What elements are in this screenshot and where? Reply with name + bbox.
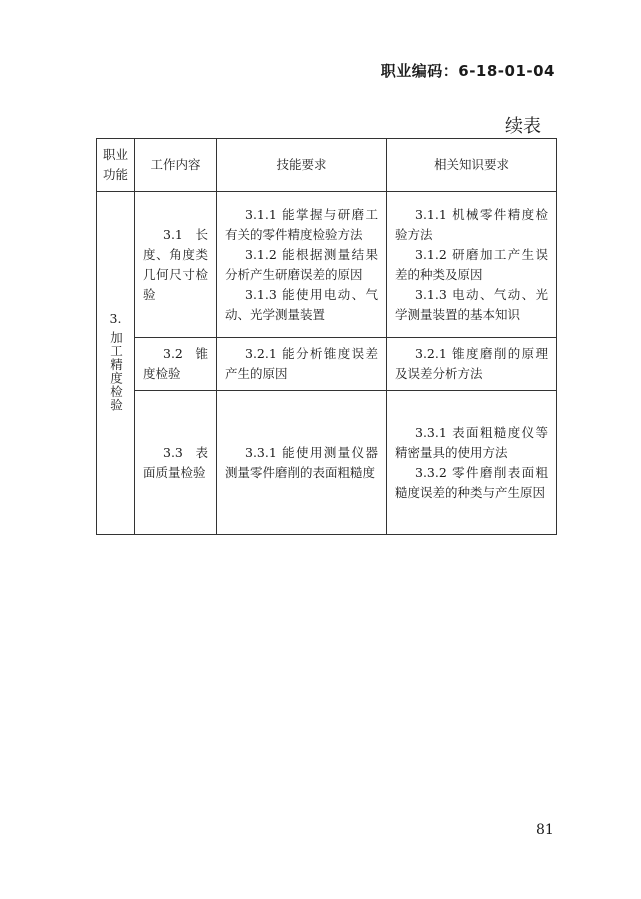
header-knowledge: 相关知识要求 — [387, 139, 557, 192]
table-row — [97, 338, 557, 391]
page-number: 81 — [536, 822, 554, 838]
content-cell: 3.3 表面质量检验 — [135, 391, 217, 535]
occupation-code: 职业编码：6-18-01-04 — [380, 62, 555, 80]
header-content: 工作内容 — [135, 139, 217, 192]
knowledge-cell: 3.1.1 机械零件精度检验方法 3.1.2 研磨加工产生误差的种类及原因 3.1.3 电动、气动、光学测量装置的基本知识 — [387, 192, 557, 338]
table-row — [97, 391, 557, 535]
function-cell — [97, 192, 135, 535]
skills-cell: 3.1.1 能掌握与研磨工有关的零件精度检验方法 3.1.2 能根据测量结果分析产生研磨误差的原因 3.1.3 能使用电动、气动、光学测量装置 — [217, 192, 387, 338]
content-cell: 3.1 长度、角度类几何尺寸检验 — [135, 192, 217, 338]
header-skills: 技能要求 — [217, 139, 387, 192]
skills-table — [96, 138, 557, 535]
knowledge-cell: 3.2.1 锥度磨削的原理及误差分析方法 — [387, 338, 557, 391]
content-cell: 3.2 锥度检验 — [135, 338, 217, 391]
skills-cell: 3.2.1 能分析锥度误差产生的原因 — [217, 338, 387, 391]
table-row — [97, 192, 557, 338]
header-function: 职业 功能 — [97, 139, 135, 192]
function-name: 加工精度检验 — [108, 330, 124, 412]
knowledge-cell: 3.3.1 表面粗糙度仪等精密量具的使用方法 3.3.2 零件磨削表面粗糙度误差的种类与产生原因 — [387, 391, 557, 535]
continued-label: 续表 — [505, 116, 541, 137]
table-header-row — [97, 139, 557, 192]
function-number: 3. — [109, 310, 122, 326]
skills-cell: 3.3.1 能使用测量仪器测量零件磨削的表面粗糙度 — [217, 391, 387, 535]
